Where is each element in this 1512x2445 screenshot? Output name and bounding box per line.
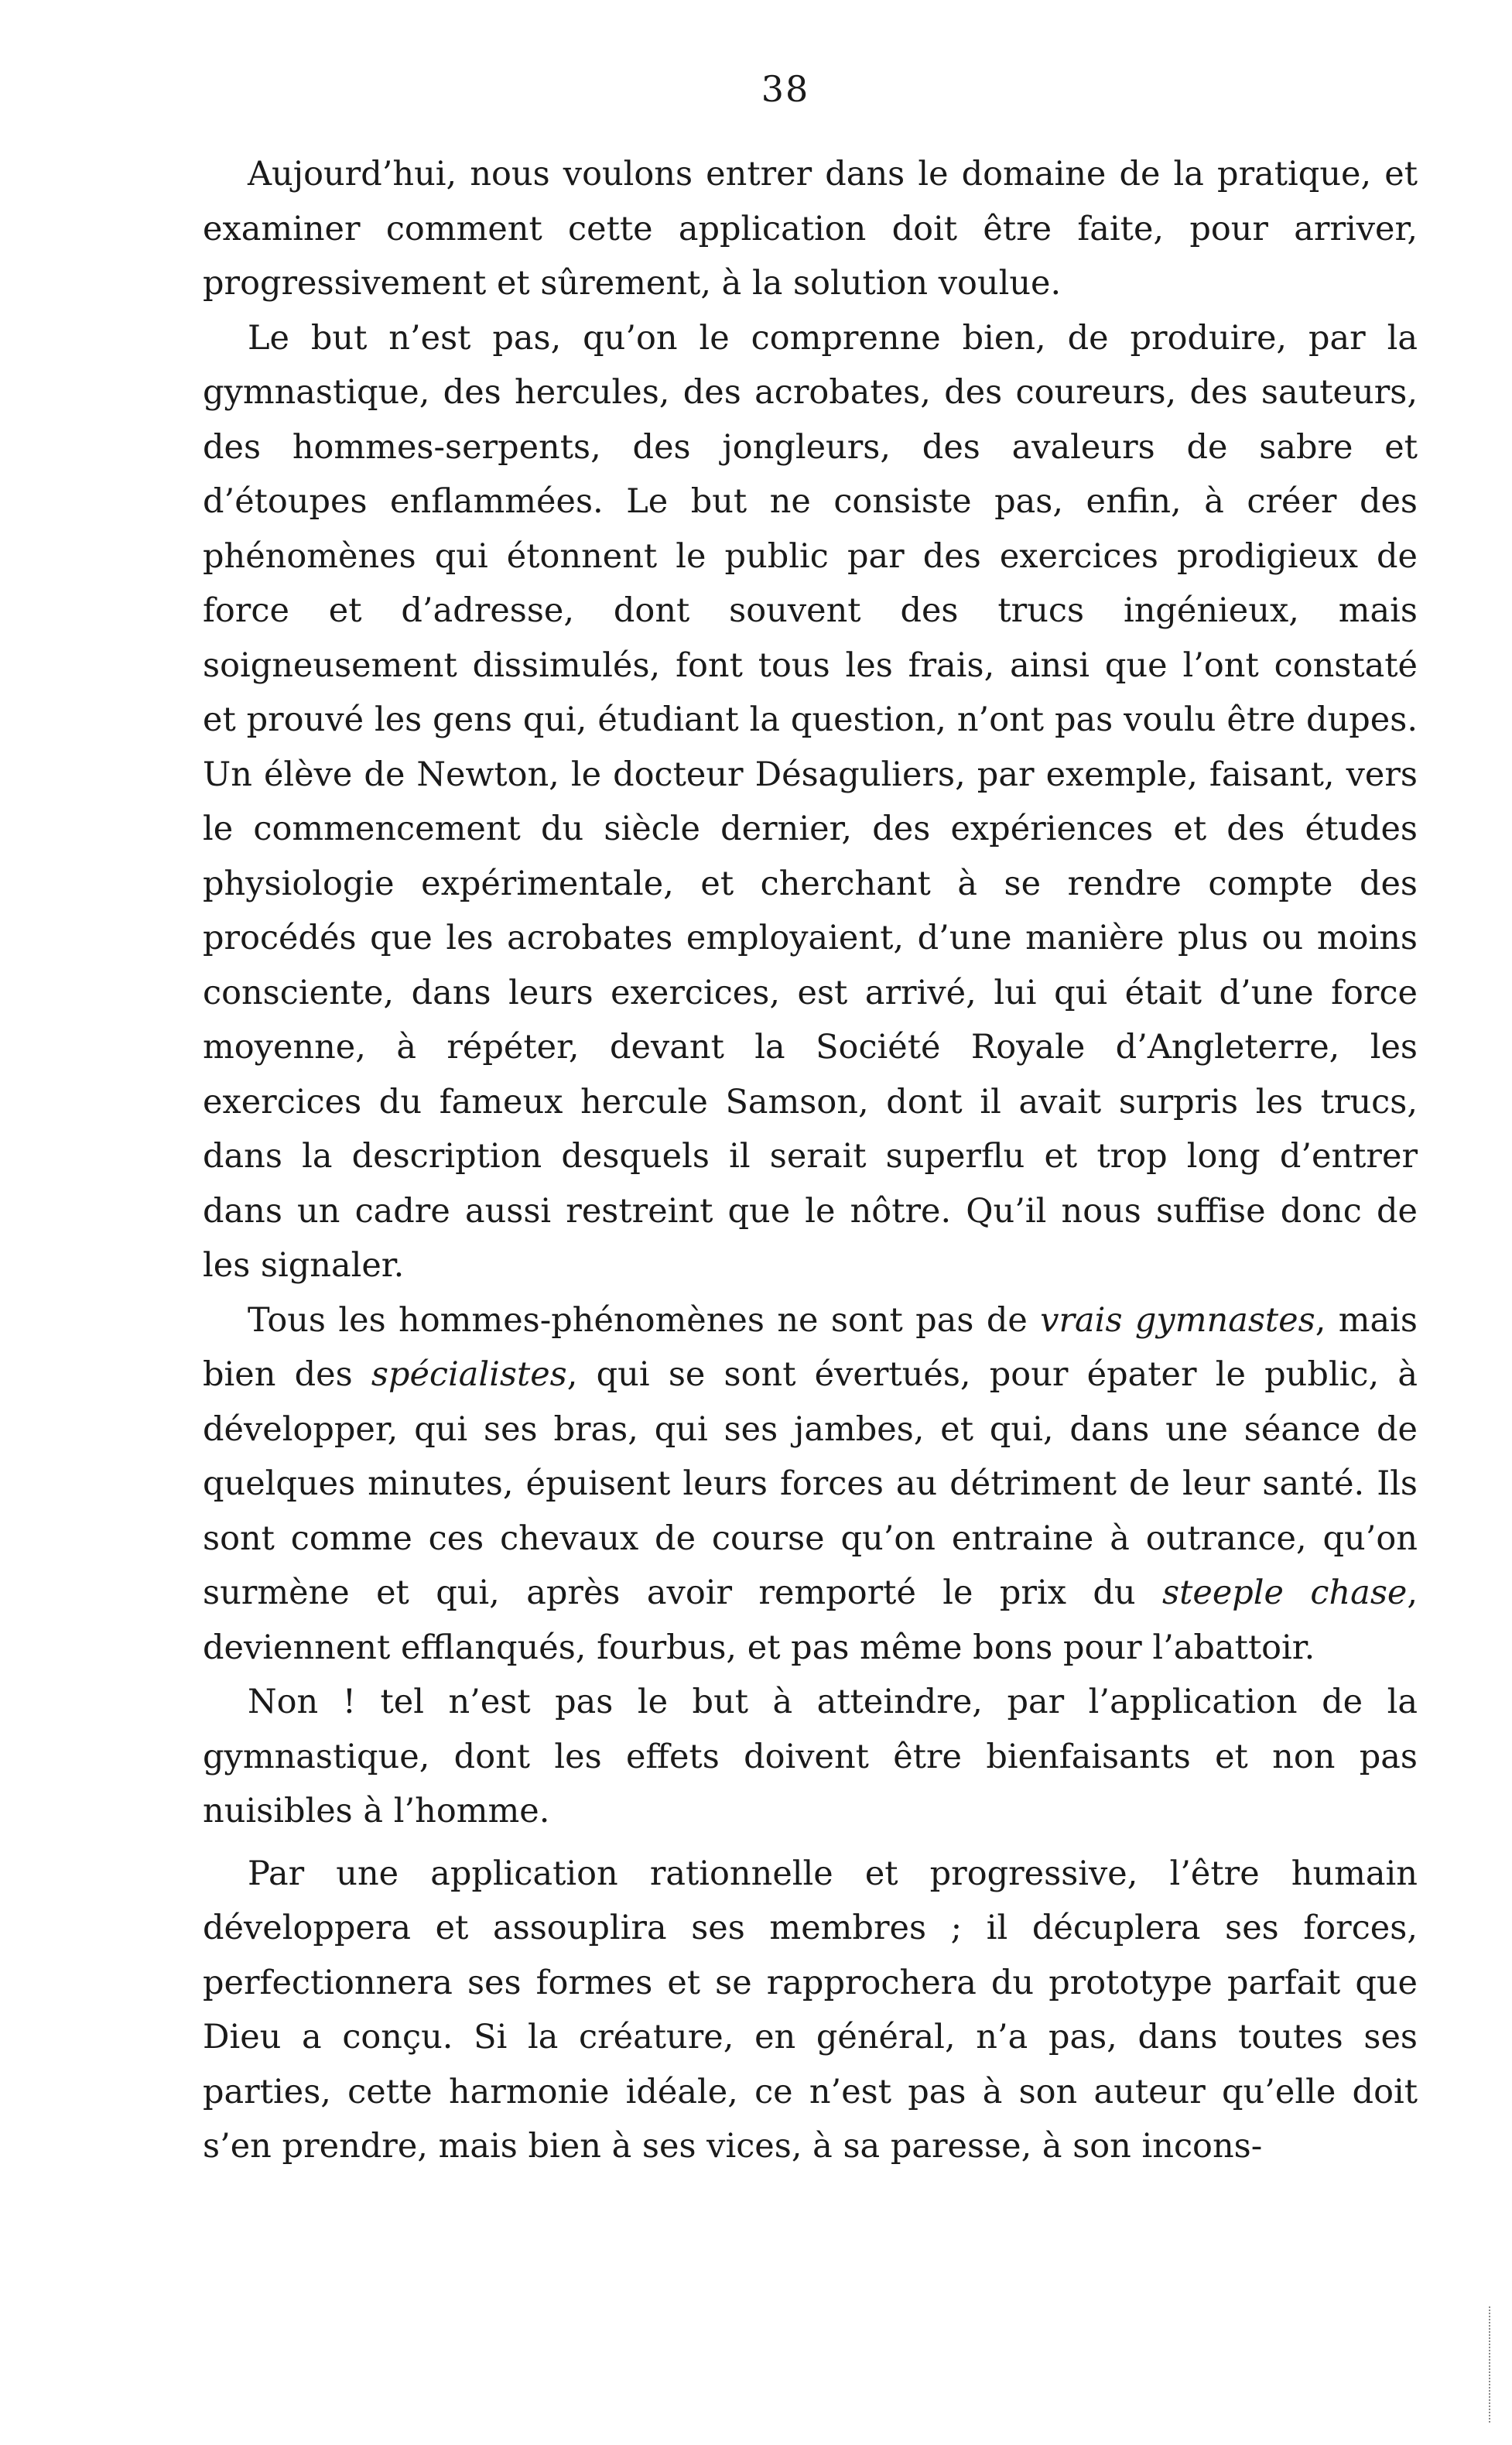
paragraph bbox=[203, 311, 1418, 1293]
text-body bbox=[203, 147, 1418, 2174]
text-run: Le but n’est pas, qu’on le comprenne bien, de produire, par la gymnastique, des hercules, des acrobates, des coureurs, des sauteurs, des hommes-serpents, des jongleurs, des avaleurs de sabre et d’étoupes enflammées. Le but ne consiste pas, enfin, à créer des phénomènes qui étonnent le public par des exercices prodigieux de force et d’adresse, dont souvent des trucs ingénieux, mais soigneusement dissimulés, font tous les frais, ainsi que l’ont constaté et prouvé les gens qui, étudiant la question, n’ont pas voulu être dupes. Un élève de Newton, le docteur Désaguliers, par exemple, faisant, vers le commencement du siècle dernier, des expériences et des études physiologie expérimentale, et cherchant à se rendre compte des procédés que les acrobates employaient, d’une manière plus ou moins consciente, dans leurs exercices, est arrivé, lui qui était d’une force moyenne, à répéter, devant la Société Royale d’Angleterre, les exercices du fameux hercule Samson, dont il avait surpris les trucs, dans la description desquels il serait superflu et trop long d’entrer dans un cadre aussi restreint que le nôtre. Qu’il nous suffise donc de les signaler. bbox=[203, 318, 1418, 1285]
text-run: Tous les hommes-phénomènes ne sont pas de bbox=[248, 1300, 1041, 1340]
text-run: , deviennent efflanqués, fourbus, et pas même bons pour l’abattoir. bbox=[203, 1573, 1418, 1667]
paragraph bbox=[203, 1293, 1418, 1676]
italic-term: spécialistes bbox=[371, 1355, 567, 1394]
text-run: , mais bien des bbox=[203, 1300, 1418, 1394]
italic-term: vrais gymnastes bbox=[1040, 1300, 1315, 1340]
text-run: , qui se sont évertués, pour épater le public, à développer, qui ses bras, qui ses jambes, et qui, dans une séance de quelques minutes, épuisent leurs forces au détriment de leur santé. Ils sont comme ces chevaux de course qu’on entraine à outrance, qu’on surmène et qui, après avoir remporté le prix du bbox=[203, 1355, 1418, 1612]
paragraph bbox=[203, 1675, 1418, 1839]
text-run: Par une application rationnelle et progressive, l’être humain développera et assouplira ses membres ; il décuplera ses forces, perfectionnera ses formes et se rapprochera du prototype parfait que Dieu a conçu. Si la créature, en général, n’a pas, dans toutes ses parties, cette harmonie idéale, ce n’est pas à son auteur qu’elle doit s’en prendre, mais bien à ses vices, à sa paresse, à son incons- bbox=[203, 1854, 1418, 2166]
page-number: 38 bbox=[761, 68, 810, 110]
text-run: Non ! tel n’est pas le but à atteindre, par l’application de la gymnastique, dont les effets doivent être bienfaisants et non pas nuisibles à l’homme. bbox=[203, 1683, 1418, 1830]
margin-marks bbox=[1489, 2306, 1493, 2423]
paragraph bbox=[203, 147, 1418, 311]
text-run: Aujourd’hui, nous voulons entrer dans le domaine de la pratique, et examiner comment cette application doit être faite, pour arriver, progressivement et sûrement, à la solution voulue. bbox=[203, 155, 1418, 303]
italic-term: steeple chase bbox=[1162, 1573, 1408, 1612]
paragraph bbox=[203, 1847, 1418, 2174]
